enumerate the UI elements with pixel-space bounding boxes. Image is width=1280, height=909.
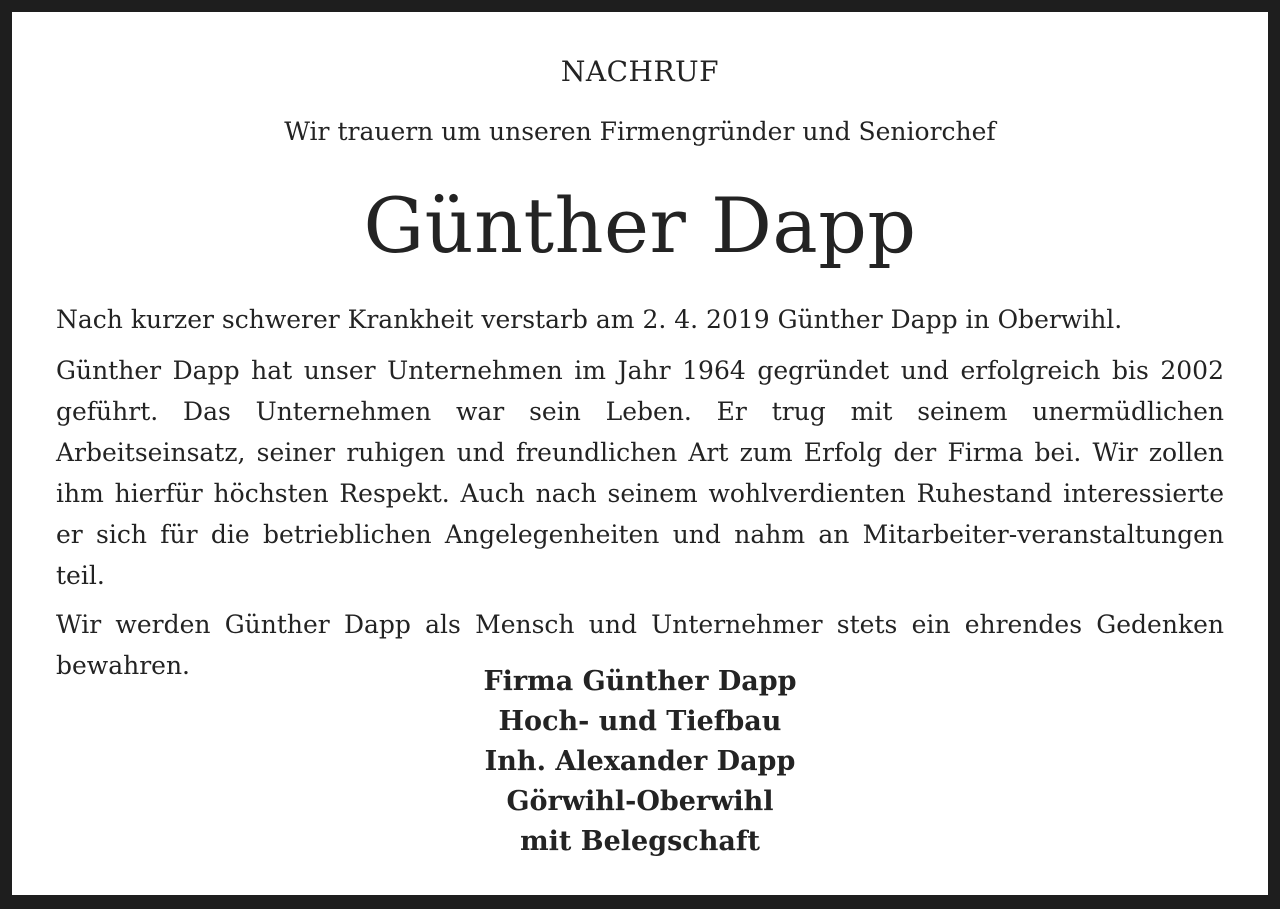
signature-staff: mit Belegschaft [520,826,760,857]
notice-subtitle: Wir trauern um unseren Firmengründer und Seniorchef [284,117,996,146]
signature-company: Firma Günther Dapp [483,666,797,697]
paragraph-biography: Günther Dapp hat unser Unternehmen im Jahr 1964 gegründet und erfolgreich bis 2002 geführt. Das Unternehmen war sein Leben. Er trug mit seinem unermüdlichen Arbeitseinsatz, seiner ruhigen und freundlichen Art zum Erfolg der Firma bei. Wir zollen ihm hierfür höchsten Respekt. Auch nach seinem wohlverdienten Ruhestand interessierte er sich für die betrieblichen Angelegenheiten und nahm an Mitarbeiter-veranstaltungen teil. [56,356,1224,590]
notice-title: NACHRUF [560,55,720,88]
paragraph-remembrance: Wir werden Günther Dapp als Mensch und Unternehmer stets ein ehrendes Gedenken bewahren. [56,610,1224,680]
obituary-notice [12,12,1268,895]
signature-block [12,662,1268,862]
paragraph-death-notice: Nach kurzer schwerer Krankheit verstarb am 2. 4. 2019 Günther Dapp in Oberwihl. [56,305,1123,334]
deceased-name: Günther Dapp [363,181,917,270]
signature-owner: Inh. Alexander Dapp [484,746,796,777]
signature-location: Görwihl-Oberwihl [506,786,774,817]
signature-trade: Hoch- und Tiefbau [498,706,782,737]
